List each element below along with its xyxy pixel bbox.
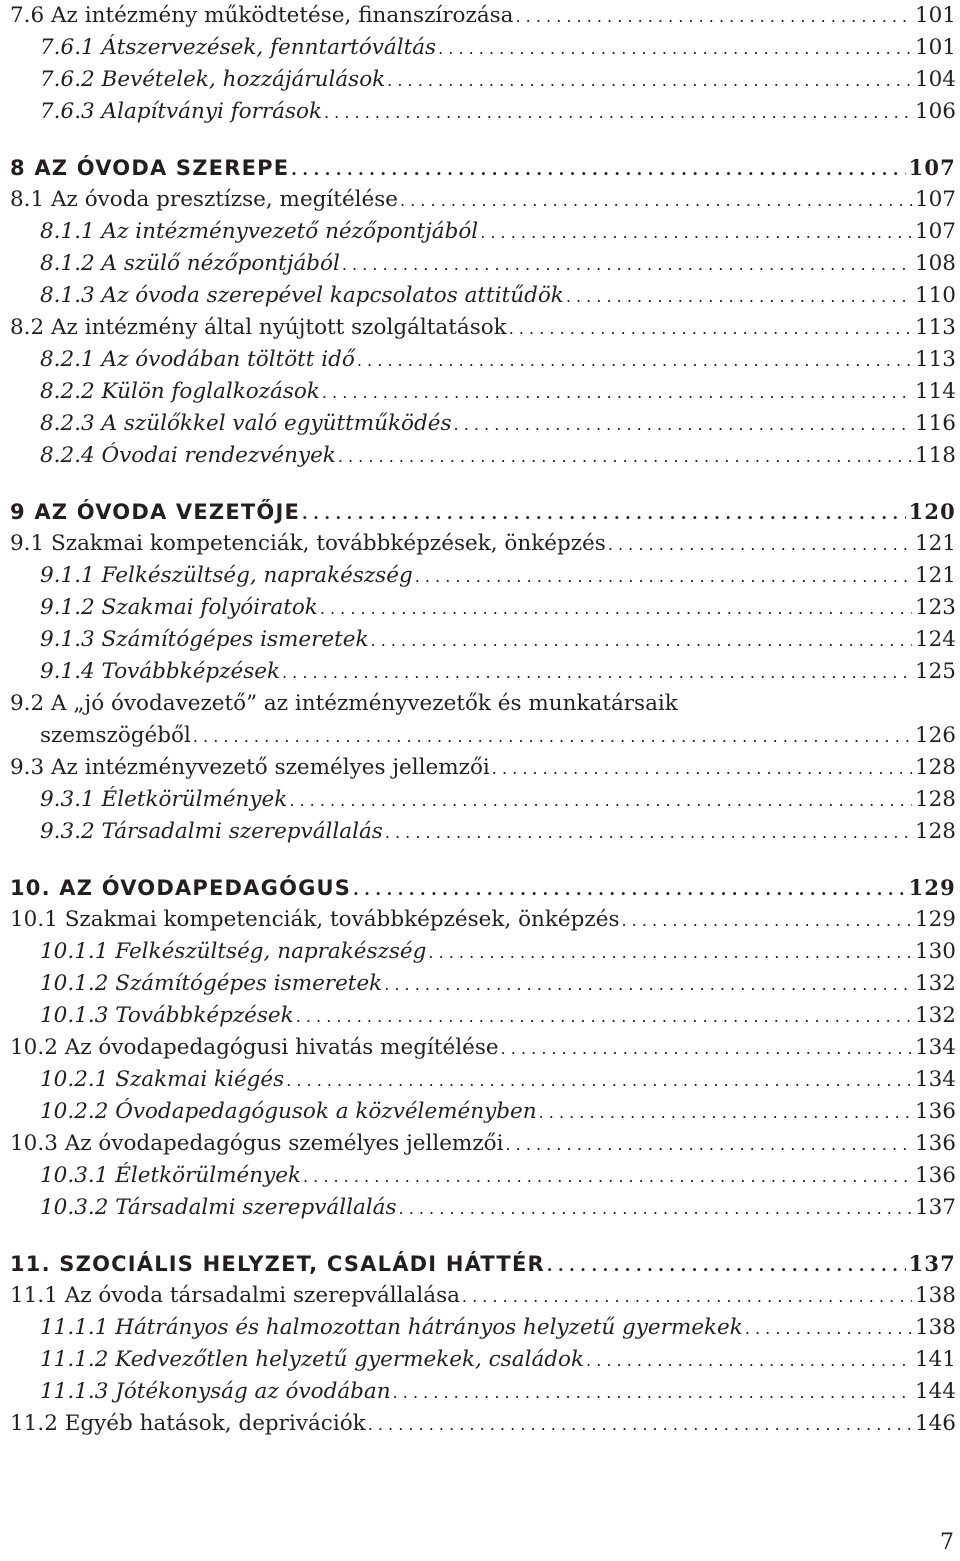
toc-entry-label: 8.2.3 A szülőkkel való együttműködés xyxy=(40,411,452,436)
dot-leader xyxy=(385,817,912,849)
dot-leader xyxy=(566,281,912,313)
toc-entry-page: 132 xyxy=(914,1003,956,1028)
dot-leader xyxy=(505,1129,911,1161)
toc-entry-label: 8.2.2 Külön foglalkozások xyxy=(40,379,320,404)
toc-entry-page: 136 xyxy=(914,1131,956,1156)
dot-leader xyxy=(302,498,906,530)
page-number: 7 xyxy=(940,1530,954,1555)
dot-leader xyxy=(462,1281,912,1313)
dot-leader xyxy=(296,1001,912,1033)
toc-entry-section[interactable] xyxy=(10,528,956,560)
toc-entry-page: 129 xyxy=(908,875,956,900)
dot-leader xyxy=(353,874,905,906)
toc-entry-page: 138 xyxy=(914,1283,956,1308)
toc-entry-label: 11.2 Egyéb hatások, deprivációk xyxy=(10,1411,366,1436)
dot-leader xyxy=(428,937,912,969)
toc-entry-chapter[interactable] xyxy=(10,496,956,528)
toc-entry-label: 9.3.2 Társadalmi szerepvállalás xyxy=(40,819,383,844)
dot-leader xyxy=(384,969,912,1001)
toc-entry-label-line[interactable]: 9.2 A „jó óvodavezető” az intézményvezetők és munkatársaik xyxy=(10,691,678,716)
toc-entry-page: 114 xyxy=(914,379,956,404)
toc-entry-label: 8.2 Az intézmény által nyújtott szolgáltatások xyxy=(10,315,507,340)
toc-entry-page: 106 xyxy=(914,99,956,124)
dot-leader xyxy=(357,345,912,377)
toc-entry-page: 128 xyxy=(914,787,956,812)
toc-entry-subsection[interactable] xyxy=(10,440,956,472)
toc-entry-subsection[interactable] xyxy=(10,32,956,64)
toc-entry-subsection[interactable] xyxy=(10,216,956,248)
toc-entry-chapter[interactable] xyxy=(10,1248,956,1280)
dot-leader xyxy=(320,593,912,625)
toc-entry-section[interactable] xyxy=(10,1280,956,1312)
dot-leader xyxy=(393,1377,912,1409)
toc-entry-subsection[interactable] xyxy=(10,1376,956,1408)
dot-leader xyxy=(492,753,912,785)
toc-entry-page: 108 xyxy=(914,251,956,276)
dot-leader xyxy=(608,529,912,561)
toc-entry-page: 144 xyxy=(914,1379,956,1404)
toc-entry-page: 136 xyxy=(914,1163,956,1188)
dot-leader xyxy=(400,185,912,217)
toc-entry-subsection[interactable] xyxy=(10,936,956,968)
toc-entry-page: 101 xyxy=(914,3,956,28)
dot-leader xyxy=(586,1345,912,1377)
toc-entry-label: 11. SZOCIÁLIS HELYZET, CSALÁDI HÁTTÉR xyxy=(10,1252,545,1276)
toc-entry-label: 7.6.3 Alapítványi források xyxy=(40,99,322,124)
toc-entry-subsection[interactable] xyxy=(10,656,956,688)
dot-leader xyxy=(745,1313,912,1345)
toc-entry-label: 9.1.1 Felkészültség, naprakészség xyxy=(40,563,413,588)
section-spacer xyxy=(10,128,956,152)
toc-entry-label: 9 AZ ÓVODA VEZETŐJE xyxy=(10,500,301,524)
section-spacer xyxy=(10,848,956,872)
toc-entry-label: 10.1.2 Számítógépes ismeretek xyxy=(40,971,383,996)
toc-entry-label: 9.1.3 Számítógépes ismeretek xyxy=(40,627,369,652)
toc-entry-page: 113 xyxy=(914,315,956,340)
toc-entry-page: 121 xyxy=(914,531,956,556)
toc-entry-subsection[interactable] xyxy=(10,1312,956,1344)
toc-entry-page: 128 xyxy=(914,755,956,780)
toc-entry-subsection[interactable] xyxy=(10,1192,956,1224)
toc-entry-subsection[interactable] xyxy=(10,408,956,440)
toc-entry-subsection[interactable] xyxy=(10,344,956,376)
toc-entry-subsection[interactable] xyxy=(10,64,956,96)
dot-leader xyxy=(454,409,912,441)
toc-entry-page: 110 xyxy=(914,283,956,308)
toc-entry-page: 134 xyxy=(914,1035,956,1060)
dot-leader xyxy=(622,905,912,937)
dot-leader xyxy=(303,1161,912,1193)
section-spacer xyxy=(10,1224,956,1248)
toc-entry-label: 9.1 Szakmai kompetenciák, továbbképzések, önképzés xyxy=(10,531,606,556)
dot-leader xyxy=(322,377,912,409)
toc-entry-label: 10.2.2 Óvodapedagógusok a közvéleményben xyxy=(40,1099,537,1124)
dot-leader xyxy=(399,1193,912,1225)
toc-entry-section[interactable] xyxy=(10,1128,956,1160)
toc-entry-label: 8.1.3 Az óvoda szerepével kapcsolatos attitűdök xyxy=(40,283,564,308)
section-spacer xyxy=(10,472,956,496)
dot-leader xyxy=(371,625,912,657)
toc-entry-label: 10.3 Az óvodapedagógus személyes jellemzői xyxy=(10,1131,504,1156)
dot-leader xyxy=(387,65,912,97)
toc-entry-label: 10.3.1 Életkörülmények xyxy=(40,1163,301,1188)
toc-entry-page: 107 xyxy=(914,219,956,244)
toc-entry-section[interactable] xyxy=(10,184,956,216)
toc-entry-label: 11.1.2 Kedvezőtlen helyzetű gyermekek, családok xyxy=(40,1347,585,1372)
toc-entry-page: 132 xyxy=(914,971,956,996)
dot-leader xyxy=(415,561,912,593)
toc-entry-subsection[interactable] xyxy=(10,784,956,816)
toc-entry-section[interactable] xyxy=(10,752,956,784)
toc-entry-section[interactable] xyxy=(10,1408,956,1440)
toc-entry-label: 10. AZ ÓVODAPEDAGÓGUS xyxy=(10,876,352,900)
toc-entry-label: 8.1 Az óvoda presztízse, megítélése xyxy=(10,187,399,212)
toc-entry-label: 8 AZ ÓVODA SZEREPE xyxy=(10,156,290,180)
toc-entry-label: 8.1.2 A szülő nézőpontjából xyxy=(40,251,340,276)
toc-entry-label: 11.1.1 Hátrányos és halmozottan hátrányos helyzetű gyermekek xyxy=(40,1315,743,1340)
toc-entry-page: 101 xyxy=(914,35,956,60)
toc-entry-subsection[interactable] xyxy=(10,376,956,408)
dot-leader xyxy=(539,1097,912,1129)
toc-entry-label: 7.6.2 Bevételek, hozzájárulások xyxy=(40,67,386,92)
toc-entry-page: 121 xyxy=(914,563,956,588)
toc-entry-page: 126 xyxy=(914,723,956,748)
toc-entry-page: 129 xyxy=(914,907,956,932)
toc-entry-page: 141 xyxy=(914,1347,956,1372)
toc-entry-page: 146 xyxy=(914,1411,956,1436)
toc-entry-label: 9.1.4 Továbbképzések xyxy=(40,659,280,684)
toc-entry-page: 137 xyxy=(914,1195,956,1220)
toc-entry-subsection[interactable] xyxy=(10,560,956,592)
toc-entry-label: 9.1.2 Szakmai folyóiratok xyxy=(40,595,318,620)
toc-entry-label: 7.6.1 Átszervezések, fenntartóváltás xyxy=(40,35,437,60)
toc-entry-page: 125 xyxy=(914,659,956,684)
toc-entry-subsection[interactable] xyxy=(10,280,956,312)
toc-entry-label: 7.6 Az intézmény működtetése, finanszírozása xyxy=(10,3,514,28)
toc-entry-subsection[interactable] xyxy=(10,1064,956,1096)
toc-entry-section[interactable] xyxy=(10,1032,956,1064)
toc-entry-page: 120 xyxy=(908,499,956,524)
toc-entry-label: 10.2.1 Szakmai kiégés xyxy=(40,1067,285,1092)
toc-entry-label: 8.1.1 Az intézményvezető nézőpontjából xyxy=(40,219,479,244)
toc-entry-subsection[interactable] xyxy=(10,592,956,624)
toc-entry-page: 116 xyxy=(914,411,956,436)
toc-entry-section[interactable] xyxy=(10,312,956,344)
toc-entry-label: 9.3.1 Életkörülmények xyxy=(40,787,288,812)
dot-leader xyxy=(324,97,912,129)
dot-leader xyxy=(501,1033,912,1065)
toc-entry-label: 11.1 Az óvoda társadalmi szerepvállalása xyxy=(10,1283,460,1308)
toc-entry-subsection[interactable] xyxy=(10,96,956,128)
toc-entry-page: 134 xyxy=(914,1067,956,1092)
toc-entry-page: 130 xyxy=(914,939,956,964)
toc-entry-page: 136 xyxy=(914,1099,956,1124)
toc-entry-section[interactable] xyxy=(10,0,956,32)
toc-entry-label: 10.2 Az óvodapedagógusi hivatás megítélése xyxy=(10,1035,499,1060)
dot-leader xyxy=(193,721,912,753)
dot-leader xyxy=(509,313,912,345)
toc-entry-subsection[interactable] xyxy=(10,624,956,656)
toc-entry-page: 124 xyxy=(914,627,956,652)
dot-leader xyxy=(289,785,912,817)
toc-entry-page: 104 xyxy=(914,67,956,92)
toc-entry-section[interactable] xyxy=(10,720,956,752)
toc-entry-subsection[interactable] xyxy=(10,1344,956,1376)
toc-entry-label: 11.1.3 Jótékonyság az óvodában xyxy=(40,1379,391,1404)
toc-entry-section[interactable] xyxy=(10,904,956,936)
toc-entry-page: 137 xyxy=(908,1251,956,1276)
toc-entry-subsection[interactable] xyxy=(10,1096,956,1128)
toc-entry-label: szemszögéből xyxy=(40,723,191,748)
toc-entry-label: 10.3.2 Társadalmi szerepvállalás xyxy=(40,1195,397,1220)
toc-entry-page: 128 xyxy=(914,819,956,844)
dot-leader xyxy=(516,1,912,33)
toc-entry-subsection[interactable] xyxy=(10,816,956,848)
dot-leader xyxy=(286,1065,912,1097)
toc-entry-page: 118 xyxy=(914,443,956,468)
toc-entry-page: 107 xyxy=(908,155,956,180)
dot-leader xyxy=(547,1250,906,1282)
toc-entry-label: 8.2.4 Óvodai rendezvények xyxy=(40,443,336,468)
dot-leader xyxy=(480,217,912,249)
toc-entry-chapter[interactable] xyxy=(10,872,956,904)
toc-entry-label: 10.1 Szakmai kompetenciák, továbbképzések, önképzés xyxy=(10,907,620,932)
dot-leader xyxy=(438,33,912,65)
toc-entry-page: 107 xyxy=(914,187,956,212)
toc-entry-page: 123 xyxy=(914,595,956,620)
toc-entry-label: 10.1.1 Felkészültség, naprakészség xyxy=(40,939,427,964)
toc-entry-subsection[interactable] xyxy=(10,248,956,280)
dot-leader xyxy=(291,154,905,186)
table-of-contents xyxy=(10,0,956,1440)
toc-entry-chapter[interactable] xyxy=(10,152,956,184)
toc-entry-page: 138 xyxy=(914,1315,956,1340)
toc-entry-label: 9.3 Az intézményvezető személyes jellemzői xyxy=(10,755,490,780)
dot-leader xyxy=(342,249,912,281)
toc-entry-subsection[interactable] xyxy=(10,1160,956,1192)
toc-entry-page: 113 xyxy=(914,347,956,372)
dot-leader xyxy=(338,441,912,473)
dot-leader xyxy=(282,657,912,689)
toc-entry-label: 8.2.1 Az óvodában töltött idő xyxy=(40,347,355,372)
toc-entry-label: 10.1.3 Továbbképzések xyxy=(40,1003,294,1028)
toc-entry-subsection[interactable] xyxy=(10,968,956,1000)
toc-entry-subsection[interactable] xyxy=(10,1000,956,1032)
dot-leader xyxy=(368,1409,912,1441)
